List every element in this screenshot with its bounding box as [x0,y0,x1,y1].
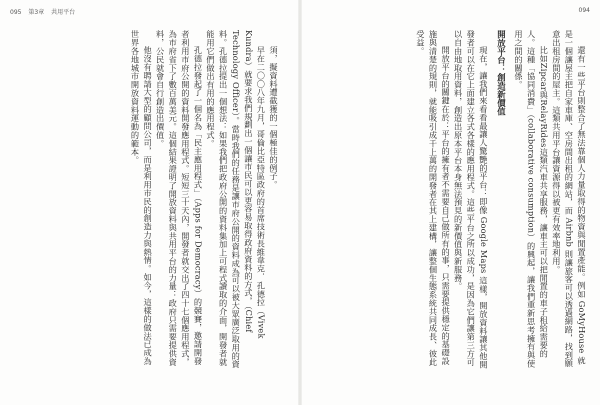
paragraph: 現在，讓我們來看看最讓人驚艷的平台：即像 Google Maps 這樣，開放資料讓其他開發者可以在它上面建立各式各樣的應用程式。這些平台之所以成功，是因為它們讓第三方可以自由地取用資料，創造出原本平台本身無法預見的新價值與新服務。 [453,30,489,370]
chapter-title: 共用平台 [51,9,76,16]
paragraph: 他沒有聘請大型的顧問公司，而是利用市民的創造力與熱情。如今，這樣的做法已成為世界各地城市開放資料運動的範本。 [130,30,154,366]
paragraph: 還有一些平台則整合了無法靠個人力量取得的物資與閒置產能。例如 GoMyHouse 就是一個讓屋主把自家車庫、空房間出租的網站，而 Airbnb 則讓旅客可以透過網路，找到願意出租房間的屋主。這類共用平台讓資源得以被更有效率地利用。 [551,30,587,368]
paragraph: 開放平台的關鍵在於：平台的擁有者不需要自己做所有的事，只需要提供穩定的基礎設施與清楚的規則，就能吸引成千上萬的開發者在其上建構，讓整個生態系統共同成長、彼此受益。 [415,30,452,366]
paragraph: 須，擬資料遭截獲的一個極佳的例子。 [269,46,279,190]
page-number: 095 [10,9,22,16]
left-page [0,0,298,405]
running-header [10,7,80,16]
body-text [316,30,588,370]
paragraph: 比如Zipcar與RelayRides這類汽車共享服務，讓車主可以把閒置的車子租給需要的人。這種「協同消費」（collaborative consumption）的興起，讓我們重新思考擁有與使用之間的關係。 [514,30,550,368]
paragraph: 孔德拉發起了一個名為「民主應用程式」（Apps for Democracy）的競賽，邀請開發者利用市府公開的資料開發應用程式。短短三十天內，開發者就交出了四十七個應用程式，為市府省下了數百萬美元。這個結果證明了開放資料與共用平台的力量：政府只需要提供資料，公民就會自行創造出價值。 [155,30,204,366]
section-heading: 開放平台：創造新價值 [496,30,507,116]
paragraph: 早在二〇〇八年九月，哥倫比亞特區政府的首席技術長維韋克．孔德拉（Vivek Kundra）就要求我們規劃出一個讓市民可以更容易取得政府資料的方式，（Chief Technology Officer）。當時我們的任務是讓市府公開的資料成為可以被大眾廣泛取用的資料。孔德拉提出一個想法：如果我們把政府公開的資料集加上可程式讀取的介面，開發者就能用它們做出有用的應用程式。 [206,30,267,369]
body-text [60,30,280,370]
chapter-label: 第3章 [28,9,45,16]
page-number: 094 [578,7,590,14]
running-header [579,7,590,14]
right-page [302,0,600,405]
